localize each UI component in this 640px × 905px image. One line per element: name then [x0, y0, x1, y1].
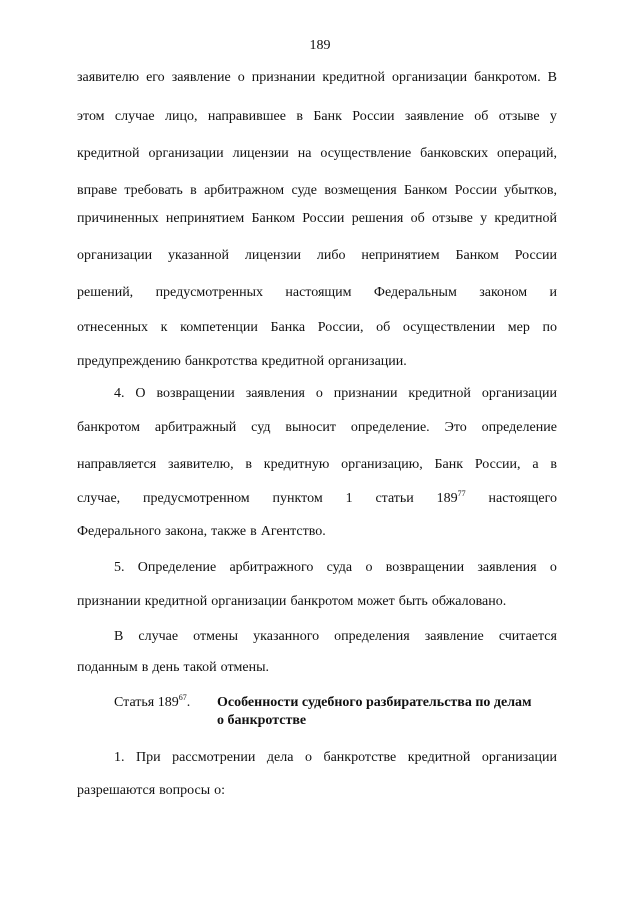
text-line: [77, 781, 557, 801]
word: быть: [398, 594, 428, 609]
word: организации: [148, 146, 224, 161]
word: В: [114, 629, 124, 644]
word: причиненных: [77, 211, 159, 226]
word: кредитной: [494, 211, 557, 226]
word: банкротом.: [474, 70, 541, 85]
word: его: [146, 70, 165, 85]
word: вопросы: [159, 783, 211, 798]
article-label: [114, 694, 190, 712]
word: вправе: [77, 183, 118, 198]
word: направляется: [77, 457, 157, 472]
word: об: [474, 109, 489, 124]
word: России: [302, 211, 345, 226]
word: о:: [214, 783, 226, 798]
word: кредитную: [263, 457, 330, 472]
word: 1: [345, 491, 353, 506]
article-label-text: Статья 189: [114, 695, 179, 710]
word: в: [245, 457, 253, 472]
word: арбитражном: [204, 183, 285, 198]
word: требовать: [124, 183, 183, 198]
word: заявление: [424, 629, 484, 644]
word: предусмотренных: [155, 285, 263, 300]
word: лицо,: [164, 109, 198, 124]
word: настоящим: [285, 285, 352, 300]
word: банкротства: [184, 354, 258, 369]
word: банкротстве: [323, 750, 397, 765]
word: возвращении: [156, 386, 235, 401]
word: лицензии: [244, 248, 302, 263]
word: возмещения: [324, 183, 397, 198]
word: 1.: [114, 750, 125, 765]
word: арбитражного: [229, 560, 314, 575]
word: признании: [333, 386, 398, 401]
word: организации: [391, 70, 468, 85]
text-line: [114, 748, 557, 768]
word: может: [357, 594, 395, 609]
article-label-sup: 67: [178, 693, 187, 702]
word: выносит: [285, 420, 337, 435]
word: поданным: [77, 660, 138, 675]
word-text: 189: [436, 491, 458, 506]
word: также: [211, 524, 247, 539]
word: указанной: [168, 248, 230, 263]
word: о: [237, 70, 245, 85]
superscript: 77: [457, 489, 466, 498]
word: Банком: [403, 183, 448, 198]
word: в: [141, 660, 149, 675]
word: непринятием: [165, 211, 245, 226]
word: статьи: [375, 491, 414, 506]
text-line: [114, 558, 557, 578]
word: 4.: [114, 386, 125, 401]
text-line: [77, 283, 557, 303]
word: у: [549, 109, 557, 124]
word: Агентство.: [260, 524, 326, 539]
word: предусмотренном: [143, 491, 250, 506]
word: о: [549, 560, 557, 575]
word: компетенции: [180, 320, 258, 335]
word: О: [135, 386, 146, 401]
word: России,: [317, 320, 364, 335]
word: России,: [474, 457, 521, 472]
word: осуществление: [320, 146, 412, 161]
article-title-line: Особенности судебного разбирательства по делам: [217, 695, 532, 710]
word: [437, 489, 466, 509]
text-line: [114, 384, 557, 404]
word: кредитной: [261, 354, 325, 369]
word: о: [304, 750, 312, 765]
word: об: [410, 211, 425, 226]
word: определения: [334, 629, 410, 644]
word: считается: [498, 629, 557, 644]
text-line: [77, 144, 557, 164]
word: этом: [77, 109, 105, 124]
article-title-line: о банкротстве: [217, 713, 307, 728]
word: осуществлении: [402, 320, 496, 335]
text-line: [77, 68, 557, 88]
word: отмены: [193, 629, 239, 644]
text-line: [77, 318, 557, 338]
word: Это: [444, 420, 467, 435]
word: предупреждению: [77, 354, 181, 369]
word: к: [160, 320, 168, 335]
text-line: [77, 418, 557, 438]
article-title: [217, 694, 557, 730]
word: дела: [266, 750, 294, 765]
word: случае: [114, 109, 155, 124]
word: суда: [326, 560, 353, 575]
word: направившее: [207, 109, 286, 124]
word: закона,: [165, 524, 208, 539]
word: организации: [481, 386, 557, 401]
word: России: [352, 109, 395, 124]
text-line: [77, 209, 557, 229]
word: заявителю,: [168, 457, 234, 472]
word: Банком: [455, 248, 499, 263]
word: по: [542, 320, 557, 335]
word: Федеральным: [373, 285, 457, 300]
text-line: [77, 181, 557, 201]
word: законом: [479, 285, 528, 300]
word: заявления: [477, 560, 537, 575]
word: кредитной: [144, 594, 208, 609]
word: кредитной: [407, 750, 471, 765]
text-line: [77, 107, 557, 127]
word: убытков,: [504, 183, 557, 198]
word: о: [365, 560, 373, 575]
word: России: [454, 183, 497, 198]
word: рассмотрении: [172, 750, 256, 765]
word: об: [376, 320, 391, 335]
word: банкротом: [77, 420, 140, 435]
word: признании: [251, 70, 316, 85]
word: суде: [291, 183, 317, 198]
word: кредитной: [322, 70, 385, 85]
article-label-suffix: .: [186, 695, 191, 710]
page-number: 189: [309, 38, 331, 53]
word: Банк: [313, 109, 342, 124]
word: такой: [183, 660, 217, 675]
word: России: [514, 248, 557, 263]
word: решений,: [77, 285, 134, 300]
word: Банка: [270, 320, 306, 335]
text-line: [77, 658, 557, 678]
word: на: [297, 146, 312, 161]
word: у: [480, 211, 488, 226]
word: кредитной: [77, 146, 140, 161]
word: обжаловано.: [431, 594, 507, 609]
word: организации.: [328, 354, 407, 369]
word: мер: [507, 320, 530, 335]
word: случае,: [77, 491, 121, 506]
word: отнесенных: [77, 320, 148, 335]
word: указанного: [253, 629, 320, 644]
word: возвращении: [385, 560, 465, 575]
word: определение.: [350, 420, 430, 435]
word: определение: [481, 420, 557, 435]
word: организации: [77, 248, 153, 263]
word: организацию,: [341, 457, 423, 472]
text-line: [77, 455, 557, 475]
word: 5.: [114, 560, 125, 575]
word: день: [152, 660, 180, 675]
word: в: [550, 457, 557, 472]
word: кредитной: [408, 386, 471, 401]
word: в: [296, 109, 303, 124]
word: банковских: [420, 146, 489, 161]
word: либо: [316, 248, 346, 263]
word: Определение: [137, 560, 217, 575]
word: в: [190, 183, 197, 198]
text-line: [114, 627, 557, 647]
text-line: [77, 246, 557, 266]
word: лицензии: [232, 146, 289, 161]
word: Федерального: [77, 524, 162, 539]
word: отмены.: [220, 660, 270, 675]
word: организации: [481, 750, 557, 765]
word: Банком: [251, 211, 295, 226]
word: о: [315, 386, 323, 401]
word: в: [250, 524, 257, 539]
word: пунктом: [272, 491, 323, 506]
word: операций,: [497, 146, 557, 161]
word: Банк: [434, 457, 464, 472]
word: заявителю: [77, 70, 140, 85]
word: непринятием: [361, 248, 440, 263]
text-line: [77, 352, 557, 372]
text-line: [77, 522, 557, 542]
word: признании: [77, 594, 141, 609]
word: а: [532, 457, 539, 472]
word: решения: [351, 211, 404, 226]
word: В: [547, 70, 557, 85]
word: При: [136, 750, 161, 765]
word: арбитражный: [154, 420, 237, 435]
word: отзыве: [432, 211, 473, 226]
word: организации: [211, 594, 287, 609]
text-line: [77, 489, 557, 509]
word: заявления: [245, 386, 305, 401]
word: банкротом: [290, 594, 354, 609]
word: заявление: [404, 109, 464, 124]
word: разрешаются: [77, 783, 156, 798]
word: отзыве: [498, 109, 540, 124]
word: случае: [138, 629, 179, 644]
word: суд: [251, 420, 271, 435]
word: и: [549, 285, 557, 300]
word: заявление: [171, 70, 231, 85]
text-line: [77, 592, 557, 612]
word: настоящего: [488, 491, 557, 506]
